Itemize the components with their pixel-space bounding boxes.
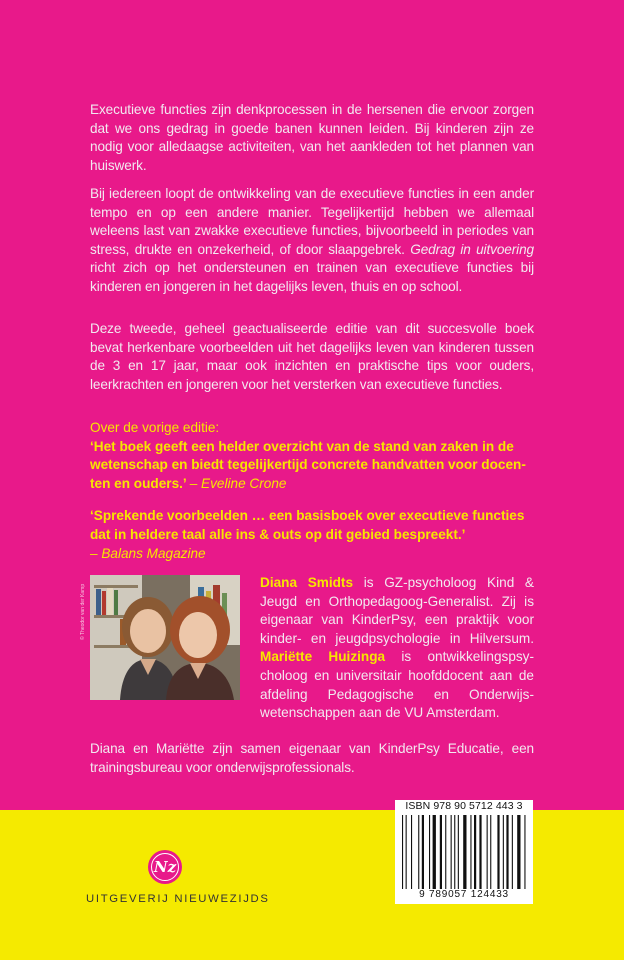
quote-crone-source: – Eveline Crone [189,475,287,491]
intro-paragraph [90,101,534,175]
quote-balans [90,507,534,544]
author-bio-diana: is GZ-psycholoog Kind & Jeugd en Orthopedagoog-Generalist. Zij is eigenaar van KinderPsy, een praktijk voor kinder- en jeugdpsychologie in Hilversum. [260,575,534,646]
quote-balans-source: – Balans Magazine [90,545,206,561]
photo-credit: © Theodor van der Kamp [80,583,86,640]
development-paragraph [90,185,534,297]
company-text: Diana en Mariëtte zijn samen eigenaar van KinderPsy Educatie, een trainingsbureau voor onderwijsprofessionals. [90,741,534,775]
company-paragraph [90,740,534,777]
author-bios [260,574,534,723]
author-bio-mariette: is ontwikkelingspsycholoog en universitair hoofddocent aan de afdeling Pedagogische en Onderwijswetenschappen aan de VU Amsterdam. [260,649,534,721]
barcode-number: 9 789057 124433 [419,889,509,900]
edition-paragraph [90,320,534,394]
review-quotes [90,419,534,563]
author-photo [90,575,240,700]
author-name-diana: Diana Smidts [260,575,354,590]
book-title: Gedrag in uitvoering [410,241,535,257]
publisher-name: UITGEVERIJ NIEUWEZIJDS [86,893,270,905]
barcode [395,800,533,904]
publisher-logo: Nz [148,850,182,884]
development-text: Bij iedereen loopt de ontwikkeling van de executieve functies in een ander tempo en op een andere manier. Tegelijkertijd hebben we allemaal weleens last van zwakke executieve functies, bijvoorbeeld in periodes van stress, drukte en onzekerheid, of door slaapgebrek. [90,186,534,257]
quotes-heading: Over de vorige editie: [90,420,220,435]
isbn-label: ISBN 978 90 5712 443 3 [405,800,523,812]
edition-text: Deze tweede, geheel geactualiseerde editie van dit succesvolle boek bevat herkenbare voorbeelden uit het dagelijks leven van kinderen tussen de 3 en 17 jaar, maar ook inzichten en praktische tips voor ouders, leerkrachten en jongeren voor het versterken van executieve functies. [90,321,534,392]
barcode-bars [400,815,528,889]
quote-crone [90,438,534,494]
development-text-end: richt zich op het ondersteunen en trainen van executieve functies bij kinderen en jongeren in het dagelijks leven, thuis en op school. [90,260,534,294]
author-photo-image [90,575,240,700]
intro-text: Executieve functies zijn denkprocessen in de hersenen die ervoor zorgen dat we ons gedrag in goede banen kunnen leiden. Bij kinderen zijn ze nodig voor alledaagse activiteiten, van het aankleden tot het plannen van huiswerk. [90,102,534,173]
quote-balans-text: ‘Sprekende voorbeelden … een basisboek over executieve functies dat in heldere taal alle ins & outs op dit gebied bespreekt.’ [90,508,525,542]
author-name-mariette: Mariëtte Huizinga [260,649,386,665]
quote-crone-text: ‘Het boek geeft een helder overzicht van de stand van zaken in de wetenschap en biedt tegelijkertijd concrete handvatten voor docenten en ouders.’ [90,438,526,491]
